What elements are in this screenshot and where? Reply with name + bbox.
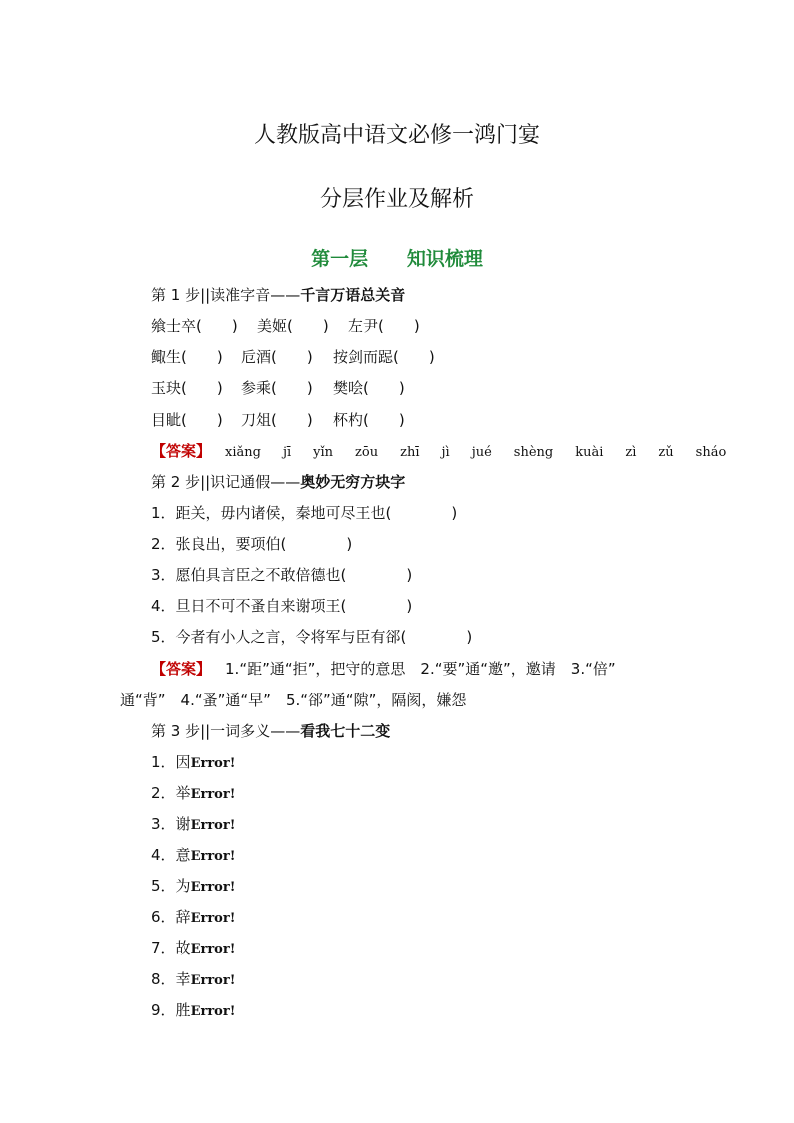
- step3-label: 第 3 步||一词多义——: [151, 722, 301, 740]
- pinyin-answer: yǐn: [313, 445, 334, 460]
- error-field: Error!: [190, 849, 236, 864]
- step1-label: 第 1 步||读准字音——: [151, 286, 301, 304]
- polysemy-item: [151, 814, 235, 836]
- answer2-text1: 1.“距”通“拒”，把守的意思 2.“要”通“邀”，邀请 3.“倍”: [225, 660, 616, 678]
- item-word: 幸: [175, 970, 191, 988]
- pronunciation-item: 按剑而跽( ): [333, 348, 435, 366]
- item-number: 3．: [151, 815, 176, 833]
- error-field: Error!: [190, 973, 236, 988]
- pronunciation-item: 飨士卒( ): [151, 317, 238, 335]
- polysemy-item: [151, 752, 235, 774]
- step2-label: 第 2 步||识记通假——: [151, 473, 301, 491]
- polysemy-item: [151, 876, 235, 898]
- pronunciation-item: 玉玦( ): [151, 379, 223, 397]
- section-topic: 知识梳理: [406, 248, 483, 270]
- item-word: 故: [175, 939, 191, 957]
- pinyin-answer: jī: [282, 445, 292, 460]
- pinyin-answer: zhī: [400, 445, 420, 460]
- document-subtitle: 分层作业及解析: [319, 187, 474, 212]
- item-number: 5．: [151, 877, 176, 895]
- section-level: 第一层: [311, 248, 369, 270]
- tongjia-item: 4．旦日不可不蚤自来谢项王( ): [151, 597, 413, 615]
- answer-label: 【答案】: [151, 660, 212, 678]
- tongjia-item: 1．距关，毋内诸侯，秦地可尽王也( ): [151, 504, 458, 522]
- polysemy-item: [151, 845, 235, 867]
- step1-slogan: 千言万语总关音: [300, 286, 406, 304]
- answer2-line1: [151, 659, 616, 679]
- pronunciation-item: 美姬( ): [257, 317, 329, 335]
- item-number: 2．: [151, 784, 176, 802]
- pronunciation-item: 参乘( ): [241, 379, 313, 397]
- pronunciation-item: 目眦( ): [151, 411, 223, 429]
- step2-slogan: 奥妙无穷方块字: [300, 473, 406, 491]
- polysemy-item: [151, 1000, 235, 1022]
- item-number: 1．: [151, 753, 176, 771]
- pinyin-answer: zōu: [355, 445, 379, 460]
- pronunciation-item: 刀俎( ): [241, 411, 313, 429]
- pronunciation-item: 鲰生( ): [151, 348, 223, 366]
- step3-heading: [151, 721, 390, 741]
- pinyin-answer: zì: [625, 445, 637, 460]
- pinyin-answer: xiǎng: [225, 445, 261, 460]
- answer-label: 【答案】: [151, 442, 212, 460]
- polysemy-item: [151, 907, 235, 929]
- item-word: 胜: [175, 1001, 191, 1019]
- item-word: 辞: [175, 908, 191, 926]
- step1-heading: [151, 285, 405, 305]
- item-number: 8．: [151, 970, 176, 988]
- answer1: [151, 441, 748, 463]
- step2-heading: [151, 472, 405, 492]
- pronunciation-item: 樊哙( ): [333, 379, 405, 397]
- error-field: Error!: [190, 911, 236, 926]
- pronunciation-item: 杯杓( ): [333, 411, 405, 429]
- polysemy-item: [151, 938, 235, 960]
- tongjia-item: 3．愿伯具言臣之不敢倍德也( ): [151, 566, 413, 584]
- item-word: 因: [175, 753, 191, 771]
- error-field: Error!: [190, 787, 236, 802]
- pronunciation-item: 左尹( ): [348, 317, 420, 335]
- item-word: 为: [175, 877, 191, 895]
- item-number: 9．: [151, 1001, 176, 1019]
- pinyin-answer: jué: [471, 445, 492, 460]
- answer2-line2: 通“背” 4.“蚤”通“早” 5.“郤”通“隙”，隔阂，嫌怨: [120, 691, 467, 709]
- pinyin-answer: kuài: [575, 445, 604, 460]
- tongjia-item: 5．今者有小人之言，令将军与臣有郤( ): [151, 628, 473, 646]
- polysemy-item: [151, 783, 235, 805]
- error-field: Error!: [190, 880, 236, 895]
- section-heading: [0, 244, 794, 271]
- pinyin-answer: shèng: [513, 445, 554, 460]
- item-number: 4．: [151, 846, 176, 864]
- pronunciation-item: 卮酒( ): [241, 348, 313, 366]
- item-number: 7．: [151, 939, 176, 957]
- error-field: Error!: [190, 818, 236, 833]
- item-word: 谢: [175, 815, 191, 833]
- item-number: 6．: [151, 908, 176, 926]
- error-field: Error!: [190, 756, 236, 771]
- document-title: 人教版高中语文必修一鸿门宴: [253, 123, 540, 148]
- error-field: Error!: [190, 942, 236, 957]
- item-word: 意: [175, 846, 191, 864]
- item-word: 举: [175, 784, 191, 802]
- error-field: Error!: [190, 1004, 236, 1019]
- tongjia-item: 2．张良出，要项伯( ): [151, 535, 353, 553]
- pinyin-answer: jì: [441, 445, 450, 460]
- pinyin-answer: zǔ: [658, 445, 674, 460]
- polysemy-item: [151, 969, 235, 991]
- pinyin-answers: [225, 442, 748, 460]
- step3-slogan: 看我七十二变: [300, 722, 391, 740]
- pinyin-answer: sháo: [695, 445, 727, 460]
